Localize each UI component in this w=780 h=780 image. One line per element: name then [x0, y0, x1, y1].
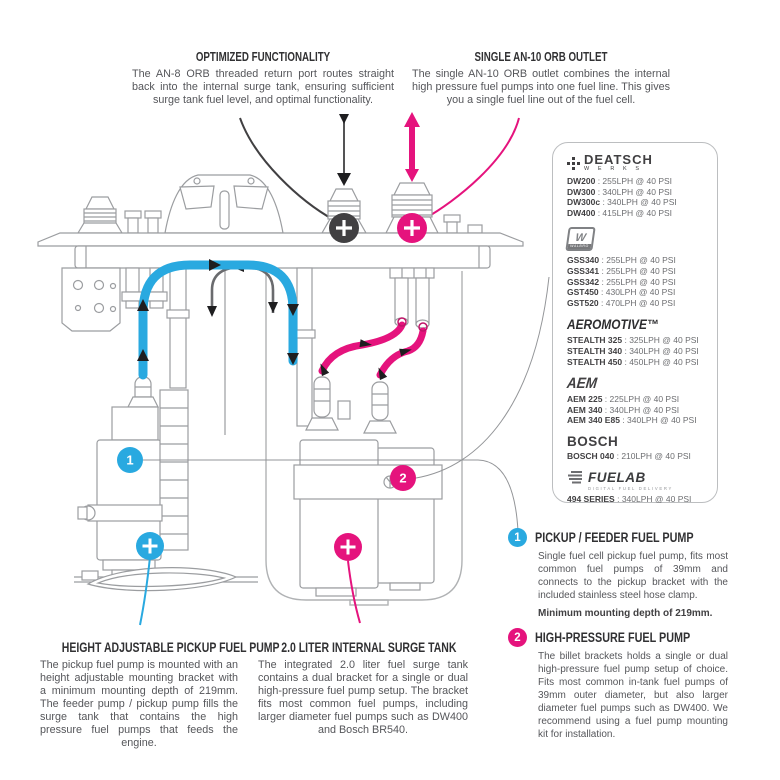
fuel-in-arrow — [337, 114, 351, 186]
aeromotive-pump-list — [567, 335, 709, 367]
hose-clamp — [78, 505, 162, 521]
callout-body: Single fuel cell pickup fuel pump, fits most common fuel pumps of 39mm and connects to the pickup bracket with the included stainless steel hose clamp. — [538, 551, 728, 601]
deatschwerks-logo — [567, 154, 709, 172]
hanger-rod-left — [167, 268, 189, 388]
svg-text:2: 2 — [399, 470, 407, 486]
plate-bolt-right — [444, 215, 482, 233]
walbro-pump-list — [567, 255, 709, 308]
fuelab-wordmark: FUELAB — [588, 469, 646, 485]
callout-note: Minimum mounting depth of 219mm. — [538, 608, 713, 619]
fuelab-pump-list — [567, 494, 709, 505]
pump-spec-row: AEM 340 E85 : 340LPH @ 40 PSI — [567, 415, 697, 426]
pump-spec-row: GST450 : 430LPH @ 40 PSI — [567, 287, 676, 298]
walbro-wordmark: WALBRO — [568, 244, 592, 249]
callout-title: 2.0 LITER INTERNAL SURGE TANK — [281, 639, 457, 655]
marker-1-circle — [117, 447, 143, 473]
callout-number-badge: 2 — [508, 628, 527, 647]
callout-body: The single AN-10 ORB outlet combines the internal high pressure fuel pumps into one fuel line. This gives you a single fuel line out of the fuel cell. — [412, 68, 670, 106]
outlet-port-marker — [397, 213, 427, 243]
callout-high-pressure-pump — [508, 628, 728, 741]
callout-single-an10-orb-outlet — [408, 50, 674, 107]
carry-handle — [165, 175, 283, 233]
svg-text:1: 1 — [126, 452, 134, 468]
fuel-out-arrow — [404, 112, 420, 182]
callout-body: The pickup fuel pump is mounted with an height adjustable mounting bracket with a minimum mounting depth of 219mm. The feeder pump / pickup pump fills the surge tank that contains the high pressure fuel pumps that feeds the engine. — [40, 659, 238, 749]
callout-pickup-feeder-pump — [508, 528, 728, 620]
pump-compatibility-panel — [552, 142, 718, 503]
an8-return-fitting — [78, 197, 122, 233]
callout-body: The integrated 2.0 liter fuel surge tank contains a dual bracket for a single or dual high-pressure fuel pump setup. The bracket fits most common fuel pumps, including larger diameter fuel pumps such as DW400 and Bosch BR540. — [258, 659, 468, 736]
deatschwerks-wordmark: DEATSCH — [584, 152, 653, 167]
pump-spec-row: DW400 : 415LPH @ 40 PSI — [567, 207, 673, 218]
callout-body: The billet brackets holds a single or dual high-pressure fuel pump setup of choice. Fits most common in-tank fuel pumps of 39mm outer diameter, but also larger diameter fuel pumps such as DW400. We recommend using a fuel pump mounting kit for installation. — [538, 651, 728, 740]
marker-2-circle — [390, 465, 416, 491]
callout-title: PICKUP / FEEDER FUEL PUMP — [535, 530, 694, 545]
pump-spec-row: GST520 : 470LPH @ 40 PSI — [567, 297, 676, 308]
aeromotive-logo: AEROMOTIVE™ — [567, 317, 659, 333]
leader-marker-2 — [416, 277, 549, 478]
mounting-plate — [38, 233, 523, 268]
return-port-marker — [329, 213, 359, 243]
callout-body: The AN-8 ORB threaded return port routes straight back into the internal surge tank, ensuring sufficient surge tank fuel level, and optimal functionality. — [132, 68, 394, 106]
bosch-logo: BOSCH — [567, 433, 619, 449]
manifold-tubes — [390, 268, 434, 328]
callout-height-adjustable-pickup — [36, 639, 280, 750]
walbro-w-icon: W — [574, 232, 587, 245]
callout-title: OPTIMIZED FUNCTIONALITY — [195, 50, 331, 64]
deatschwerks-sub-wordmark: W E R K S — [584, 166, 643, 172]
plate-bolts-left — [125, 211, 161, 233]
pump-spec-row: GSS341 : 255LPH @ 40 PSI — [567, 265, 676, 276]
pump-bracket-band — [294, 465, 442, 499]
callout-surge-tank — [254, 639, 472, 737]
pump-spec-row: AEM 340 : 340LPH @ 40 PSI — [567, 404, 680, 415]
pump-spec-row: BOSCH 040 : 210LPH @ 40 PSI — [567, 450, 691, 461]
fuelab-globe-icon — [567, 470, 584, 484]
pump-spec-row: DW300 : 340LPH @ 40 PSI — [567, 186, 673, 197]
callout-title: SINGLE AN-10 ORB OUTLET — [474, 50, 608, 64]
aem-pump-list — [567, 394, 709, 426]
pump-spec-row: GSS340 : 255LPH @ 40 PSI — [567, 255, 676, 266]
pickup-bracket-plate — [62, 268, 120, 331]
fuelab-tagline: DIGITAL FUEL DELIVERY — [588, 485, 674, 491]
fuel-cell-assembly-diagram — [0, 105, 570, 630]
bosch-pump-list — [567, 451, 709, 462]
leader-outlet-port — [424, 118, 519, 219]
pump-spec-row: 494 SERIES : 340LPH @ 40 PSI — [567, 493, 692, 504]
blue-flow-hose — [137, 259, 299, 375]
callout-number-badge: 1 — [508, 528, 527, 547]
deatschwerks-pump-list — [567, 176, 709, 218]
pump-spec-row: STEALTH 450 : 450LPH @ 40 PSI — [567, 356, 699, 367]
pump-spec-row: DW300c : 340LPH @ 40 PSI — [567, 197, 677, 208]
deatschwerks-dots-icon — [567, 157, 580, 170]
callout-title: HEIGHT ADJUSTABLE PICKUP FUEL PUMP — [61, 639, 280, 655]
pump-spec-row: STEALTH 340 : 340LPH @ 40 PSI — [567, 345, 699, 356]
callout-optimized-functionality — [128, 50, 398, 107]
pump-spec-row: STEALTH 325 : 325LPH @ 40 PSI — [567, 335, 699, 346]
callout-title: HIGH-PRESSURE FUEL PUMP — [535, 630, 691, 645]
fuelab-logo — [567, 470, 709, 485]
pink-hose-1 — [317, 318, 406, 376]
pump-spec-row: GSS342 : 255LPH @ 40 PSI — [567, 276, 676, 287]
pickup-foot-strainer — [74, 568, 258, 591]
pump-spec-row: AEM 225 : 225LPH @ 40 PSI — [567, 394, 680, 405]
walbro-logo — [565, 227, 595, 251]
aem-logo: AEM — [566, 375, 598, 393]
ladder-bracket — [160, 390, 188, 550]
pump-spec-row: DW200 : 255LPH @ 40 PSI — [567, 176, 673, 186]
